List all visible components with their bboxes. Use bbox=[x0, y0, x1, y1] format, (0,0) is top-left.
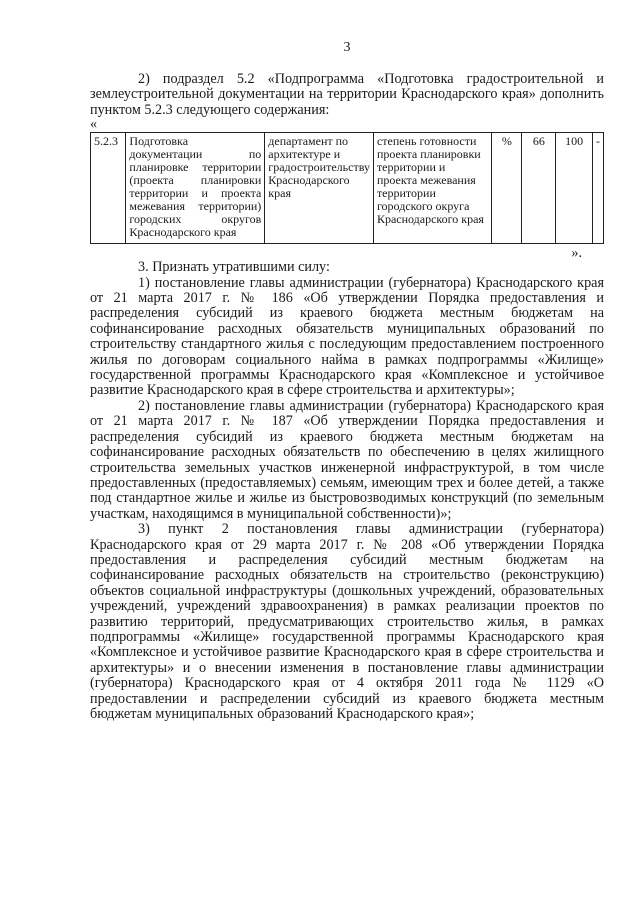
program-table bbox=[90, 132, 604, 244]
row-number-cell: 5.2.3 bbox=[91, 133, 126, 244]
table-row bbox=[91, 133, 604, 244]
item-3-paragraph: 3) пункт 2 постановления главы администрации (губернатора) Краснодарского края от 29 марта 2017 г. № 208 «Об утверждении Порядка предоставления и распределения субсидий местным бюджетам на софинансирование расходных обязательств на строительство (реконструкцию) объектов социальной инфраструктуры (дошкольных учреждений, образовательных учреждений, учреждений здравоохранения) в рамках реализации проектов по развитию территорий, предусматривающих строительство жилья, в рамках подпрограммы «Жилище» государственной программы Краснодарского края «Комплексное и устойчивое развитие Краснодарского края в сфере строительства и архитектуры» и о внесении изменения в постановление главы администрации (губернатора) Краснодарского края от 4 октября 2011 года № 1129 «О предоставлении и распределении субсидий из краевого бюджета местным бюджетам муниципальных образований Краснодарского края»; bbox=[90, 521, 604, 722]
row-value2-cell: 100 bbox=[556, 133, 593, 244]
section-3-heading: 3. Признать утратившими силу: bbox=[138, 259, 330, 276]
quote-close-mark: ». bbox=[571, 245, 582, 262]
item-2-paragraph: 2) постановление главы администрации (губернатора) Краснодарского края от 21 марта 2017 г. № 187 «Об утверждении Порядка предоставления и распределения субсидий из краевого бюджета местным бюджетам на софинансирование расходных обязательств по обеспечению в целях жилищного строительства земельных участков инженерной инфраструктурой, в том числе предоставленных (предоставляемых) семьям, имеющим трех и более детей, а также под стандартное жилье и жилье из быстровозводимых конструкций (по земельным участкам, находящимся в муниципальной собственности)»; bbox=[90, 397, 604, 522]
row-value1-cell: 66 bbox=[522, 133, 556, 244]
quote-open-mark: « bbox=[90, 116, 98, 133]
row-value3-cell: - bbox=[593, 133, 604, 244]
intro-paragraph: 2) подраздел 5.2 «Подпрограмма «Подготовка градостроительной и землеустроительной документации на территории Краснодарского края» дополнить пунктом 5.2.3 следующего содержания: bbox=[90, 71, 604, 118]
page-number: 3 bbox=[343, 40, 351, 55]
item-1-paragraph: 1) постановление главы администрации (губернатора) Краснодарского края от 21 марта 2017 г. № 186 «Об утверждении Порядка предоставления и распределения субсидий из краевого бюджета местным бюджетам на софинансирование расходных обязательств муниципальных образований по строительству стандартного жилья с последующим предоставлением построенного жилья по договорам социального найма в рамках подпрограммы «Жилище» государственной программы Краснодарского края «Комплексное и устойчивое развитие Краснодарского края в сфере строительства и архитектуры»; bbox=[90, 274, 604, 399]
row-unit-cell: % bbox=[492, 133, 522, 244]
row-name-cell: Подготовка документации по планировке территории (проекта планировки территории и проекта межевания территории) городских округов Краснодарского края bbox=[126, 133, 265, 244]
row-responsible-cell: департамент по архитектуре и градостроительству Краснодарского края bbox=[265, 133, 374, 244]
row-indicator-cell: степень готовности проекта планировки территории и проекта межевания территории городского округа Краснодарского края bbox=[373, 133, 491, 244]
